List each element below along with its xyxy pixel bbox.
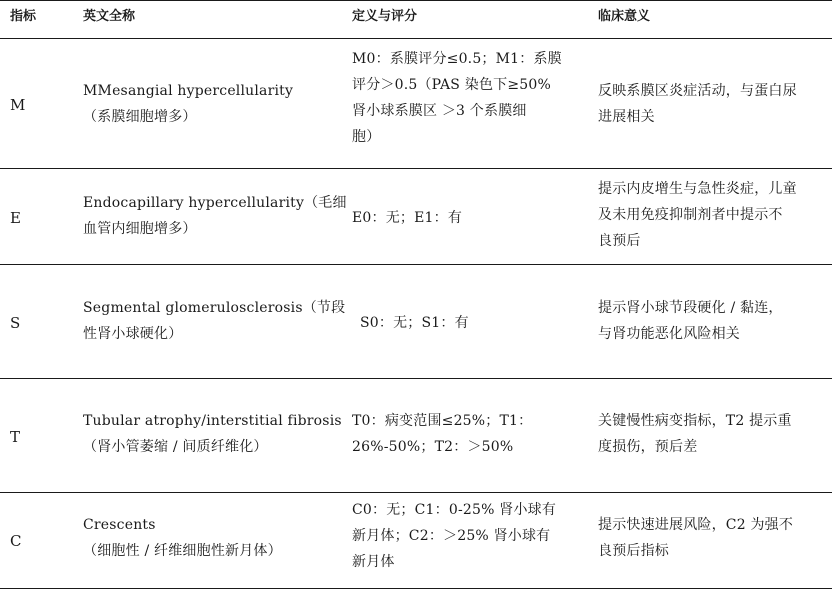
row-definition: T0：病变范围≤25%；T1： 26%-50%；T2：＞50% — [352, 413, 533, 455]
row-code: E — [10, 209, 22, 227]
header-significance: 临床意义 — [598, 9, 651, 24]
row-significance: 提示快速进展风险，C2 为强不 良预后指标 — [598, 517, 794, 559]
row-divider — [0, 378, 832, 379]
row-name: Crescents （细胞性 / 纤维细胞性新月体） — [83, 517, 282, 559]
header-english-name: 英文全称 — [83, 9, 136, 24]
row-divider — [0, 492, 832, 493]
row-significance: 提示内皮增生与急性炎症，儿童 及未用免疫抑制剂者中提示不 良预后 — [598, 181, 797, 249]
row-divider — [0, 264, 832, 265]
row-definition: M0：系膜评分≤0.5；M1：系膜 评分＞0.5（PAS 染色下≥50% 肾小球系膜区 ＞3 个系膜细 胞） — [352, 51, 562, 145]
row-code: M — [10, 96, 26, 114]
row-significance: 反映系膜区炎症活动，与蛋白尿 进展相关 — [598, 83, 797, 125]
table-bottom-rule — [0, 588, 832, 589]
row-code: T — [10, 428, 21, 446]
row-definition: C0：无；C1：0-25% 肾小球有 新月体；C2：＞25% 肾小球有 新月体 — [352, 502, 557, 570]
header-rule — [0, 38, 832, 39]
row-code: C — [10, 532, 22, 550]
row-significance: 提示肾小球节段硬化 / 黏连， 与肾功能恶化风险相关 — [598, 300, 783, 342]
row-name: Segmental glomerulosclerosis（节段 性肾小球硬化） — [83, 300, 346, 342]
row-name: MMesangial hypercellularity （系膜细胞增多） — [83, 83, 294, 125]
header-definition: 定义与评分 — [352, 9, 418, 24]
row-name: Tubular atrophy/interstitial fibrosis （肾小管萎缩 / 间质纤维化） — [83, 413, 342, 455]
row-definition: S0：无；S1：有 — [360, 315, 469, 331]
row-divider — [0, 168, 832, 169]
row-code: S — [10, 314, 21, 332]
header-indicator: 指标 — [10, 9, 37, 24]
row-significance: 关键慢性病变指标，T2 提示重 度损伤，预后差 — [598, 413, 792, 455]
row-definition: E0：无；E1：有 — [352, 210, 463, 226]
row-name: Endocapillary hypercellularity（毛细 血管内细胞增多） — [83, 195, 347, 237]
table-top-rule — [0, 0, 832, 1]
